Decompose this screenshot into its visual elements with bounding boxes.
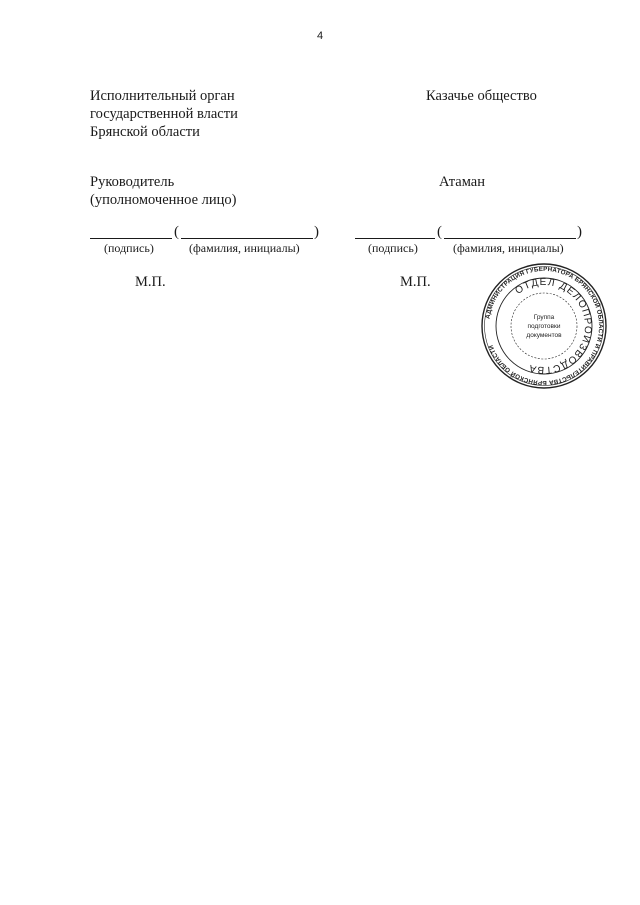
page-number: 4 <box>316 30 324 42</box>
stamp-center-line: подготовки <box>527 323 561 330</box>
right-signature-caption: (подпись) <box>368 241 418 255</box>
left-party-line: Брянской области <box>90 124 200 140</box>
right-party-name <box>426 87 537 105</box>
left-name-caption: (фамилия, инициалы) <box>189 241 300 255</box>
left-name-close-paren: ) <box>314 224 319 240</box>
left-party-name <box>90 87 238 141</box>
official-stamp <box>480 262 608 390</box>
left-seal-label: М.П. <box>135 274 166 290</box>
left-name-line <box>181 238 313 239</box>
right-signature-line <box>355 238 435 239</box>
right-name-caption: (фамилия, инициалы) <box>453 241 564 255</box>
left-signature-caption: (подпись) <box>104 241 154 255</box>
stamp-ring-text: ОТДЕЛ ДЕЛОПРОИЗВОДСТВА <box>513 276 594 376</box>
left-role-subtitle: (уполномоченное лицо) <box>90 192 237 208</box>
left-party-line: государственной власти <box>90 106 238 122</box>
stamp-outer-text: АДМИНИСТРАЦИЯ ГУБЕРНАТОРА БРЯНСКОЙ ОБЛАСТИ И ПРАВИТЕЛЬСТВА БРЯНСКОЙ ОБЛАСТИ <box>484 265 605 387</box>
left-role-title: Руководитель <box>90 174 175 190</box>
right-party-line: Казачье общество <box>426 88 537 104</box>
right-role <box>439 173 485 191</box>
right-seal-label: М.П. <box>400 274 431 290</box>
right-name-close-paren: ) <box>577 224 582 240</box>
left-role <box>90 173 237 209</box>
stamp-center-line: документов <box>526 332 562 339</box>
stamp-center-line: Группа <box>533 314 555 321</box>
right-name-line <box>444 238 576 239</box>
right-name-open-paren: ( <box>437 224 442 240</box>
right-role-title: Атаман <box>439 174 485 190</box>
left-signature-line <box>90 238 172 239</box>
left-party-line: Исполнительный орган <box>90 88 235 104</box>
left-name-open-paren: ( <box>174 224 179 240</box>
